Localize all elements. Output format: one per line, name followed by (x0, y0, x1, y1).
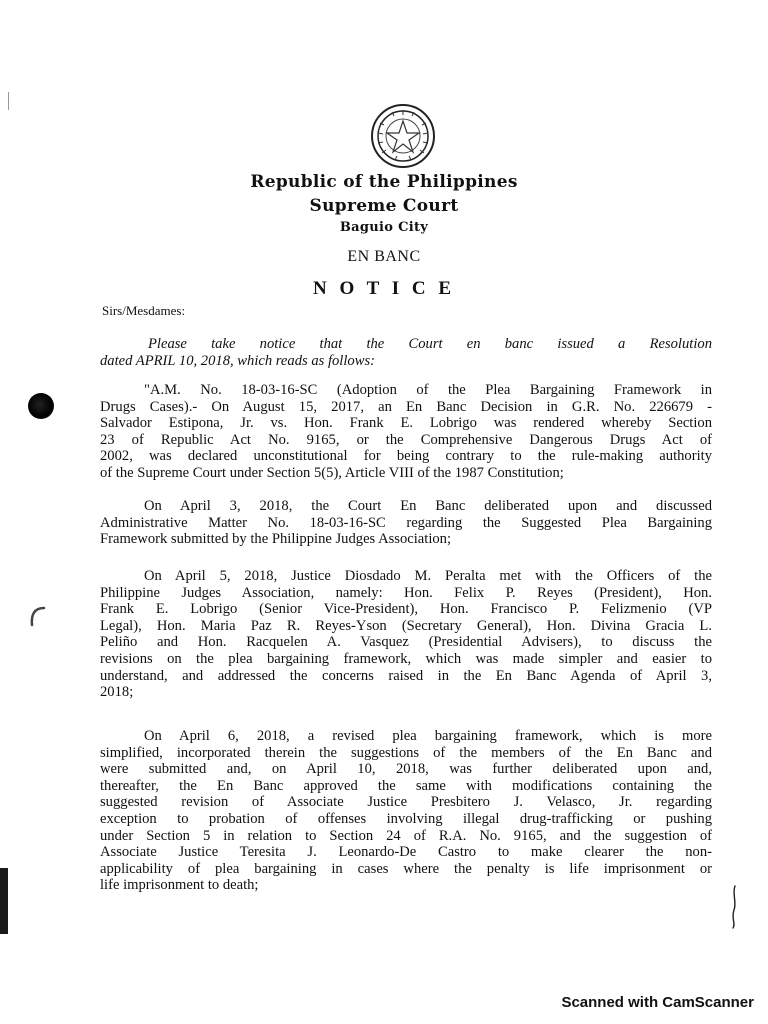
text-line: 23 of Republic Act No. 9165, or the Comprehensive Dangerous Drugs Act of (100, 431, 712, 448)
text-line: "A.M. No. 18-03-16-SC (Adoption of the Plea Bargaining Framework in (144, 382, 712, 398)
text-line: applicability of plea bargaining in cases where the penalty is life imprisonment or (100, 860, 712, 877)
text-line: were submitted and, on April 10, 2018, was further deliberated upon and, (100, 761, 712, 778)
scanner-watermark: Scanned with CamScanner (561, 994, 754, 1011)
handwritten-initial-mark (728, 884, 740, 930)
paragraph-april-5 (100, 568, 712, 701)
binder-clip-mark (28, 605, 48, 629)
text-line: life imprisonment to death; (100, 877, 259, 894)
text-line: dated APRIL 10, 2018, which reads as follows: (100, 352, 375, 369)
text-line: 2002, was declared unconstitutional for being contrary to the rule-making authority (100, 448, 712, 465)
text-line: On April 6, 2018, a revised plea bargaining framework, which is more (144, 728, 712, 744)
text-line: thereafter, the En Banc approved the same with modifications containing the (100, 777, 712, 794)
text-line: Salvador Estipona, Jr. vs. Hon. Frank E. Lobrigo was rendered whereby Section (100, 415, 712, 432)
text-line: Legal), Hon. Maria Paz R. Reyes-Yson (Secretary General), Hon. Divina Gracia L. (100, 617, 712, 634)
paragraph-april-3 (100, 498, 712, 548)
text-line: revisions on the plea bargaining framework, which was made simpler and easier to (100, 650, 712, 667)
paragraph-intro (100, 336, 712, 369)
scan-edge-shadow (0, 868, 8, 934)
text-line: of the Supreme Court under Section 5(5), Article VIII of the 1987 Constitution; (100, 464, 564, 481)
header-court: Supreme Court (309, 196, 459, 216)
paragraph-april-6 (100, 728, 712, 894)
text-line: Drugs Cases).- On August 15, 2017, an En Banc Decision in G.R. No. 226679 - (100, 398, 712, 415)
scan-artifact (8, 92, 9, 110)
text-line: Associate Justice Teresita J. Leonardo-De Castro to make clearer the non- (100, 844, 712, 861)
text-line: Frank E. Lobrigo (Senior Vice-President), Hon. Francisco P. Felizmenio (VP (100, 601, 712, 618)
punch-hole (28, 393, 54, 419)
header-republic: Republic of the Philippines (250, 172, 518, 192)
text-line: On April 5, 2018, Justice Diosdado M. Peralta met with the Officers of the (144, 568, 712, 584)
supreme-court-seal-icon (370, 103, 436, 169)
paragraph-background (100, 382, 712, 482)
header-city: Baguio City (339, 220, 429, 235)
text-line: exception to probation of offenses involving illegal drug-trafficking or pushing (100, 810, 712, 827)
text-line: understand, and addressed the concerns raised in the En Banc Agenda of April 3, (100, 667, 712, 684)
salutation: Sirs/Mesdames: (102, 303, 186, 318)
text-line: 2018; (100, 684, 134, 701)
text-line: under Section 5 in relation to Section 24 of R.A. No. 9165, and the suggestion of (100, 827, 712, 844)
text-line: suggested revision of Associate Justice Presbitero J. Velasco, Jr. regarding (100, 794, 712, 811)
text-line: Philippine Judges Association, namely: Hon. Felix P. Reyes (President), Hon. (100, 584, 712, 601)
division-label: EN BANC (347, 248, 421, 265)
text-line: Peliño and Hon. Racquelen A. Vasquez (Presidential Advisers), to discuss the (100, 634, 712, 651)
text-line: On April 3, 2018, the Court En Banc deliberated upon and discussed (144, 498, 712, 514)
text-line: Please take notice that the Court en banc issued a Resolution (148, 336, 712, 352)
text-line: Administrative Matter No. 18-03-16-SC regarding the Suggested Plea Bargaining (100, 514, 712, 531)
page-title: N O T I C E (312, 278, 456, 299)
text-line: simplified, incorporated therein the suggestions of the members of the En Banc and (100, 744, 712, 761)
text-line: Framework submitted by the Philippine Judges Association; (100, 531, 452, 548)
